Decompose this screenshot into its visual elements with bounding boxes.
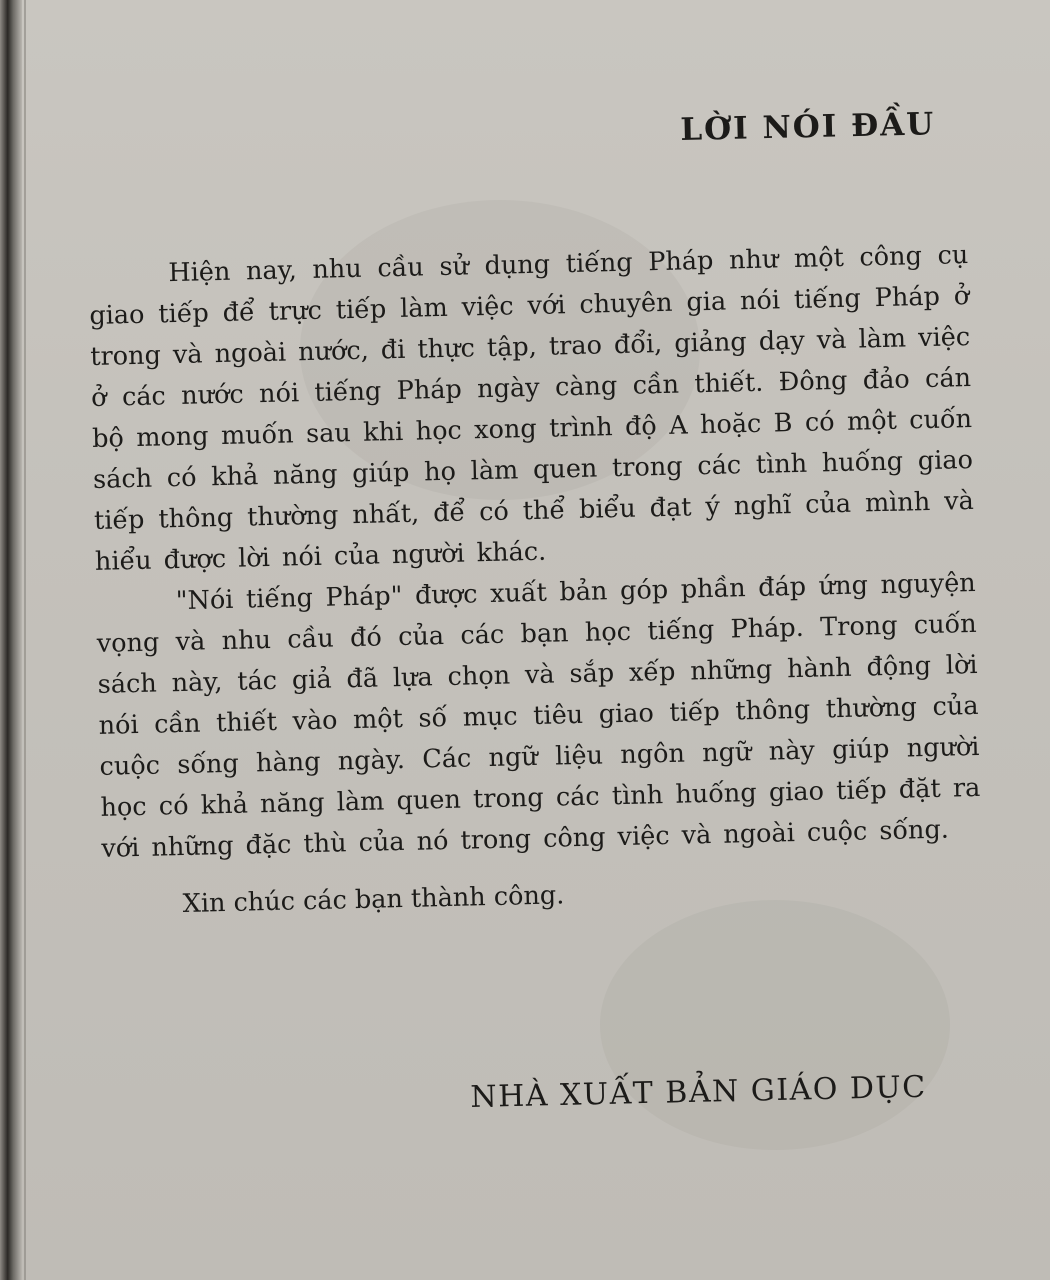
paper-stain <box>600 900 950 1150</box>
paragraph-intro: Hiện nay, nhu cầu sử dụng tiếng Pháp như một công cụ giao tiếp để trực tiếp làm việc với chuyên gia nói tiếng Pháp ở trong và ngoài nước, đi thực tập, trao đổi, giảng dạy và làm việc ở các nước nói tiếng Pháp ngày càng cần thiết. Đông đảo cán bộ mong muốn sau khi học xong trình độ A hoặc B có một cuốn sách có khả năng giúp họ làm quen trong các tình huống giao tiếp thông thường nhất, để có thể biểu đạt ý nghĩ của mình và hiểu được lời nói của người khác. <box>89 240 975 577</box>
page-edge-line <box>24 0 26 1280</box>
paragraph-book: "Nói tiếng Pháp" được xuất bản góp phần đáp ứng nguyện vọng và nhu cầu đó của các bạn học tiếng Pháp. Trong cuốn sách này, tác giả đã lựa chọn và sắp xếp những hành động lời nói cần thiết vào một số mục tiêu giao tiếp thông thường của cuộc sống hàng ngày. Các ngữ liệu ngôn ngữ này giúp người học có khả năng làm quen trong các tình huống giao tiếp đặt ra với những đặc thù của nó trong công việc và ngoài cuộc sống. <box>96 567 981 864</box>
page-title: LỜI NÓI ĐẦU <box>680 106 936 148</box>
closing-line: Xin chúc các bạn thành công. <box>182 880 565 920</box>
body-text <box>88 235 983 927</box>
publisher-signature: NHÀ XUẤT BẢN GIÁO DỤC <box>470 1069 928 1115</box>
book-spine-edge <box>0 0 22 1280</box>
